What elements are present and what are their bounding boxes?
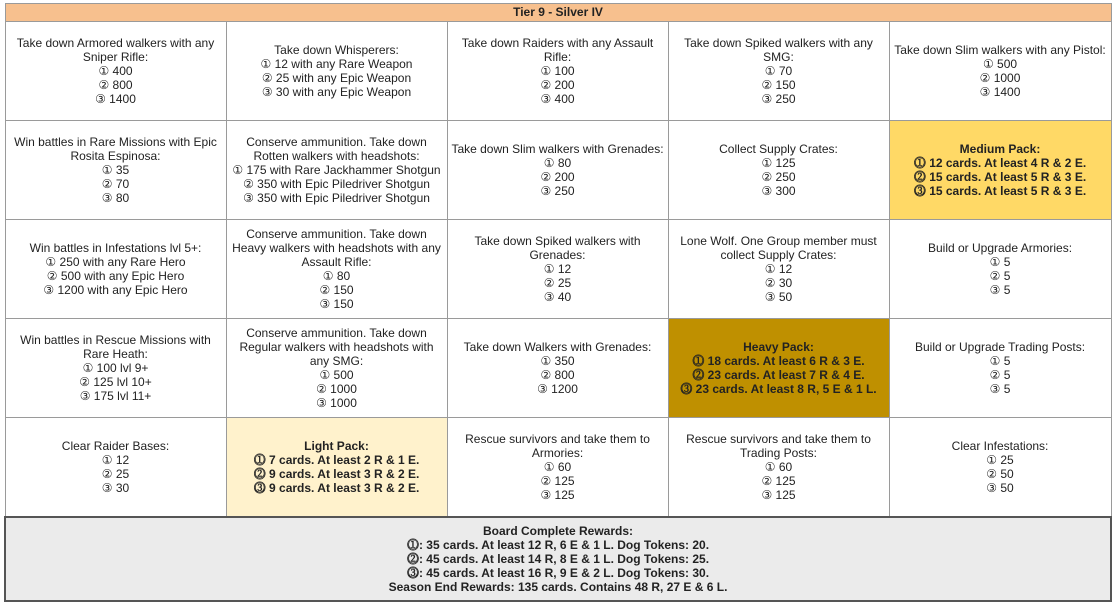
tier-line-2: ② 70 xyxy=(101,177,130,191)
tier-line-1: ① 100 xyxy=(540,64,575,78)
challenge-cell xyxy=(447,319,668,418)
pack-title: Heavy Pack: xyxy=(743,340,814,354)
tier-line-2: ② 800 xyxy=(98,78,133,92)
tier-line-2: ② 25 xyxy=(543,276,572,290)
tier-line-1: ① 350 xyxy=(540,354,575,368)
tier-line-2: ② 800 xyxy=(540,368,575,382)
challenge-title: Take down Spiked walkers with any SMG: xyxy=(684,36,873,64)
reward-pack-cell xyxy=(226,418,447,518)
rewards-heading: Board Complete Rewards: xyxy=(483,524,634,538)
board-row xyxy=(5,22,1111,121)
challenge-title: Take down Spiked walkers with Grenades: xyxy=(474,234,641,262)
tier-line-1: ① 12 xyxy=(764,262,793,276)
pack-title: Medium Pack: xyxy=(959,142,1041,156)
tier-line-3: ③ 5 xyxy=(989,382,1011,396)
challenge-title: Clear Raider Bases: xyxy=(61,439,170,453)
tier-board xyxy=(4,3,1112,602)
tier-line-3: ⓷ 23 cards. At least 8 R, 5 E & 1 L. xyxy=(680,382,877,396)
tier-line-3: ③ 5 xyxy=(989,283,1011,297)
challenge-title: Take down Raiders with any Assault Rifle: xyxy=(461,36,654,64)
tier-line-3: ③ 50 xyxy=(986,481,1014,495)
challenge-title: Conserve ammunition. Take down Heavy walkers with headshots with any Assault Rifle: xyxy=(232,227,441,269)
board-row xyxy=(5,220,1111,319)
challenge-cell xyxy=(889,22,1111,121)
tier-line-1: ① 500 xyxy=(982,57,1018,71)
tier-line-1: ⓵ 12 cards. At least 4 R & 2 E. xyxy=(913,156,1087,170)
board-row xyxy=(5,121,1111,220)
tier-line-2: ② 500 with any Epic Hero xyxy=(46,269,185,283)
tier-line-2: ⓶ 15 cards. At least 5 R & 3 E. xyxy=(913,170,1087,184)
tier-line-1: ① 125 xyxy=(761,156,796,170)
tier-line-1: ① 35 xyxy=(101,163,130,177)
tier-line-3: ③ 400 xyxy=(540,92,575,106)
tier-line-3: ③ 40 xyxy=(543,290,572,304)
challenge-title: Take down Slim walkers with Grenades: xyxy=(451,142,664,156)
tier-line-3: ③ 350 with Epic Piledriver Shotgun xyxy=(243,191,430,205)
tier-line-3: ③ 1400 xyxy=(95,92,136,106)
challenge-cell xyxy=(5,319,226,418)
challenge-cell xyxy=(5,418,226,518)
tier-line-1: ① 80 xyxy=(322,269,351,283)
challenge-cell xyxy=(226,319,447,418)
tier-line-1: ① 400 xyxy=(98,64,133,78)
tier-line-1: ① 12 with any Rare Weapon xyxy=(260,57,413,71)
tier-line-3: ③ 250 xyxy=(761,92,796,106)
tier-line-2: ② 350 with Epic Piledriver Shotgun xyxy=(243,177,430,191)
tier-line-1: ① 70 xyxy=(764,64,793,78)
challenge-title: Build or Upgrade Armories: xyxy=(927,241,1073,255)
tier-line-2: ② 125 xyxy=(540,474,575,488)
tier-line-2: ② 25 with any Epic Weapon xyxy=(261,71,412,85)
tier-line-3: ③ 150 xyxy=(319,297,354,311)
tier-line-2: ② 125 lvl 10+ xyxy=(79,375,152,389)
challenge-title: Take down Walkers with Grenades: xyxy=(463,340,652,354)
tier-line-3: ③ 80 xyxy=(101,191,130,205)
tier-line-2: ② 150 xyxy=(319,283,354,297)
tier-line-3: ③ 30 xyxy=(101,481,130,495)
tier-line-3: ③ 1200 with any Epic Hero xyxy=(43,283,188,297)
challenge-title: Clear Infestations: xyxy=(951,439,1049,453)
reward-pack-cell xyxy=(889,121,1111,220)
tier-line-1: ⓵ 7 cards. At least 2 R & 1 E. xyxy=(253,453,420,467)
board-title: Tier 9 - Silver IV xyxy=(5,4,1111,22)
challenge-cell xyxy=(5,220,226,319)
challenge-title: Win battles in Rare Missions with Epic Rosita Espinosa: xyxy=(14,135,217,163)
challenge-cell xyxy=(668,418,889,518)
tier-line-2: ② 25 xyxy=(101,467,130,481)
challenge-title: Conserve ammunition. Take down Regular walkers with headshots with any SMG: xyxy=(239,326,434,368)
tier-line-1: ① 60 xyxy=(764,460,793,474)
board-row xyxy=(5,418,1111,518)
board-grid xyxy=(5,22,1111,518)
challenge-cell xyxy=(447,220,668,319)
challenge-title: Win battles in Rescue Missions with Rare Heath: xyxy=(20,333,211,361)
tier-line-1: ① 5 xyxy=(989,354,1011,368)
tier-line-1: ① 60 xyxy=(543,460,572,474)
tier-line-1: ① 100 lvl 9+ xyxy=(82,361,149,375)
challenge-cell xyxy=(447,121,668,220)
tier-line-3: ③ 125 xyxy=(761,488,796,502)
board-row xyxy=(5,319,1111,418)
reward-pack-cell xyxy=(668,319,889,418)
tier-line-3: ③ 50 xyxy=(764,290,793,304)
challenge-title: Take down Whisperers: xyxy=(274,43,399,57)
challenge-cell xyxy=(447,418,668,518)
tier-line-2: ② 1000 xyxy=(979,71,1021,85)
season-end-rewards: Season End Rewards: 135 cards. Contains 48 R, 27 E & 6 L. xyxy=(388,580,728,594)
board-complete-rewards xyxy=(5,517,1111,601)
tier-line-2: ⓶ 23 cards. At least 7 R & 4 E. xyxy=(692,368,865,382)
tier-line-2: ② 50 xyxy=(986,467,1014,481)
tier-line-3: ⓷ 9 cards. At least 3 R & 2 E. xyxy=(253,481,420,495)
tier-line-1: ① 250 with any Rare Hero xyxy=(45,255,186,269)
tier-line-1: ① 80 xyxy=(543,156,572,170)
tier-line-2: ② 5 xyxy=(989,368,1011,382)
tier-line-3: ③ 1200 xyxy=(537,382,578,396)
challenge-cell xyxy=(668,22,889,121)
tier-line-2: ② 250 xyxy=(761,170,796,184)
tier-line-3: ③ 1400 xyxy=(979,85,1021,99)
challenge-title: Collect Supply Crates: xyxy=(719,142,838,156)
tier-line-2: ② 1000 xyxy=(316,382,357,396)
challenge-title: Rescue survivors and take them to Armories: xyxy=(465,432,650,460)
reward-line-3: ⓷: 45 cards. At least 16 R, 9 E & 2 L. Dog Tokens: 30. xyxy=(406,566,710,580)
challenge-title: Build or Upgrade Trading Posts: xyxy=(914,340,1086,354)
challenge-cell xyxy=(889,418,1111,518)
tier-line-2: ② 5 xyxy=(989,269,1011,283)
tier-line-1: ① 175 with Rare Jackhammer Shotgun xyxy=(232,163,441,177)
challenge-title: Win battles in Infestations lvl 5+: xyxy=(29,241,202,255)
challenge-cell xyxy=(5,22,226,121)
tier-line-3: ③ 125 xyxy=(540,488,575,502)
pack-title: Light Pack: xyxy=(304,439,369,453)
challenge-title: Take down Armored walkers with any Sniper Rifle: xyxy=(16,36,215,64)
challenge-cell xyxy=(226,121,447,220)
tier-line-3: ③ 30 with any Epic Weapon xyxy=(261,85,412,99)
tier-line-1: ⓵ 18 cards. At least 6 R & 3 E. xyxy=(692,354,865,368)
tier-line-3: ③ 300 xyxy=(761,184,796,198)
challenge-cell xyxy=(889,319,1111,418)
reward-line-1: ⓵: 35 cards. At least 12 R, 6 E & 1 L. Dog Tokens: 20. xyxy=(406,538,710,552)
tier-line-2: ② 30 xyxy=(764,276,793,290)
challenge-title: Conserve ammunition. Take down Rotten walkers with headshots: xyxy=(246,135,427,163)
tier-line-1: ① 25 xyxy=(986,453,1014,467)
tier-line-2: ② 125 xyxy=(761,474,796,488)
tier-line-2: ② 200 xyxy=(540,170,575,184)
challenge-title: Rescue survivors and take them to Trading Posts: xyxy=(686,432,871,460)
tier-line-2: ② 150 xyxy=(761,78,796,92)
challenge-cell xyxy=(5,121,226,220)
tier-line-3: ③ 175 lvl 11+ xyxy=(79,389,152,403)
challenge-cell xyxy=(447,22,668,121)
tier-line-2: ② 200 xyxy=(540,78,575,92)
tier-line-3: ③ 1000 xyxy=(316,396,357,410)
tier-line-1: ① 12 xyxy=(543,262,572,276)
challenge-cell xyxy=(226,22,447,121)
reward-line-2: ⓶: 45 cards. At least 14 R, 8 E & 1 L. Dog Tokens: 25. xyxy=(406,552,710,566)
challenge-cell xyxy=(226,220,447,319)
tier-line-2: ⓶ 9 cards. At least 3 R & 2 E. xyxy=(253,467,420,481)
challenge-title: Lone Wolf. One Group member must collect Supply Crates: xyxy=(680,234,877,262)
tier-line-3: ⓷ 15 cards. At least 5 R & 3 E. xyxy=(913,184,1087,198)
challenge-cell xyxy=(889,220,1111,319)
tier-line-1: ① 500 xyxy=(319,368,354,382)
tier-line-1: ① 12 xyxy=(101,453,130,467)
challenge-cell xyxy=(668,121,889,220)
challenge-cell xyxy=(668,220,889,319)
tier-line-1: ① 5 xyxy=(989,255,1011,269)
challenge-title: Take down Slim walkers with any Pistol: xyxy=(894,43,1106,57)
tier-line-3: ③ 250 xyxy=(540,184,575,198)
